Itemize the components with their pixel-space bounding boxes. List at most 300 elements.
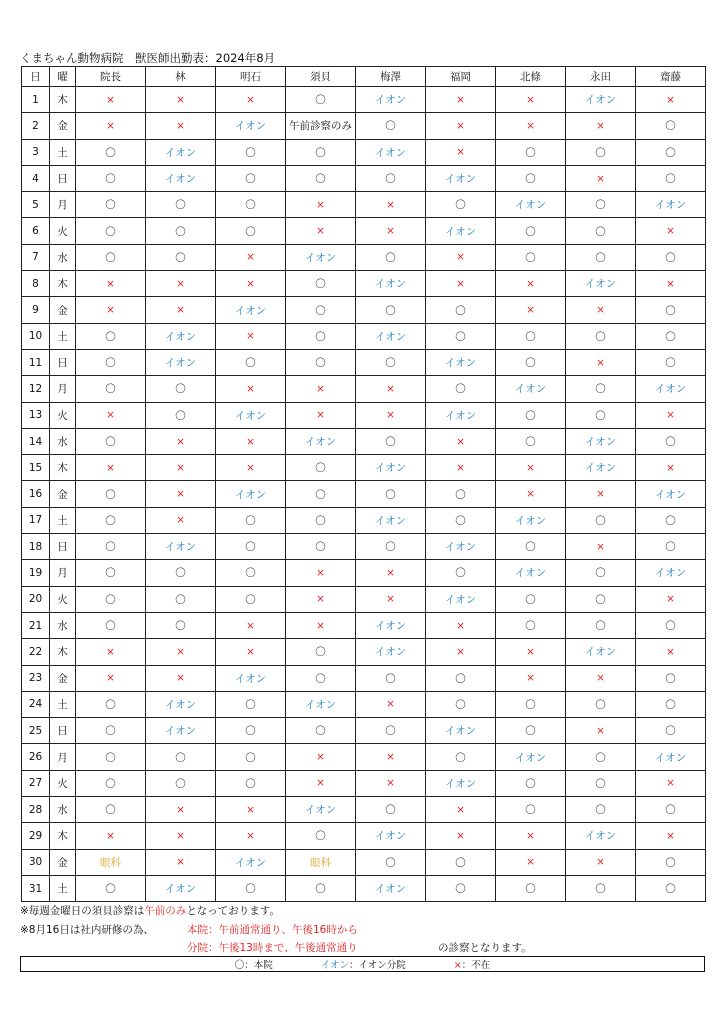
table-row <box>22 192 706 218</box>
schedule-cell: イオン <box>356 639 426 665</box>
schedule-cell: イオン <box>216 849 286 875</box>
day-cell: 18 <box>22 534 50 560</box>
schedule-cell: 〇 <box>76 560 146 586</box>
schedule-cell: 〇 <box>566 507 636 533</box>
schedule-cell: × <box>76 297 146 323</box>
weekday-cell: 土 <box>50 691 76 717</box>
weekday-cell: 日 <box>50 718 76 744</box>
schedule-cell: 〇 <box>636 718 706 744</box>
table-row <box>22 402 706 428</box>
schedule-cell: 〇 <box>216 875 286 901</box>
schedule-cell: 〇 <box>426 297 496 323</box>
schedule-cell: イオン <box>426 218 496 244</box>
header-row <box>22 67 706 87</box>
schedule-cell: イオン <box>566 823 636 849</box>
schedule-cell: 〇 <box>566 691 636 717</box>
schedule-cell: 〇 <box>76 376 146 402</box>
schedule-cell: 〇 <box>566 770 636 796</box>
schedule-cell: イオン <box>426 770 496 796</box>
schedule-cell: × <box>426 244 496 270</box>
schedule-cell: 〇 <box>146 244 216 270</box>
schedule-cell: イオン <box>356 507 426 533</box>
column-header: 曜 <box>50 67 76 87</box>
schedule-cell: 〇 <box>356 481 426 507</box>
table-row <box>22 349 706 375</box>
schedule-cell: × <box>356 376 426 402</box>
schedule-cell: 〇 <box>496 323 566 349</box>
schedule-cell: 〇 <box>286 165 356 191</box>
schedule-cell: 〇 <box>426 376 496 402</box>
schedule-cell: 〇 <box>76 586 146 612</box>
column-header: 明石 <box>216 67 286 87</box>
table-row <box>22 297 706 323</box>
schedule-cell: 〇 <box>566 560 636 586</box>
schedule-cell: × <box>76 665 146 691</box>
schedule-cell: 〇 <box>356 113 426 139</box>
schedule-cell: 〇 <box>496 244 566 270</box>
note-training-prefix: ※8月16日は社内研修の為、 <box>20 924 154 936</box>
schedule-cell: イオン <box>216 113 286 139</box>
schedule-cell: 〇 <box>286 875 356 901</box>
schedule-cell: × <box>356 402 426 428</box>
schedule-cell: 〇 <box>496 612 566 638</box>
schedule-cell: × <box>566 534 636 560</box>
schedule-cell: × <box>496 481 566 507</box>
day-cell: 22 <box>22 639 50 665</box>
schedule-cell: 〇 <box>76 244 146 270</box>
schedule-cell: 〇 <box>356 534 426 560</box>
weekday-cell: 木 <box>50 823 76 849</box>
schedule-cell: 〇 <box>426 744 496 770</box>
schedule-cell: × <box>76 113 146 139</box>
day-cell: 2 <box>22 113 50 139</box>
schedule-cell: 〇 <box>286 534 356 560</box>
schedule-cell: イオン <box>216 402 286 428</box>
schedule-cell: 〇 <box>286 823 356 849</box>
schedule-cell: イオン <box>636 744 706 770</box>
schedule-cell: 〇 <box>566 376 636 402</box>
schedule-cell: × <box>146 639 216 665</box>
schedule-cell: 眼科 <box>76 849 146 875</box>
schedule-cell: 〇 <box>566 797 636 823</box>
table-row <box>22 87 706 113</box>
schedule-cell: イオン <box>356 271 426 297</box>
schedule-cell: 〇 <box>76 534 146 560</box>
schedule-table <box>21 66 706 902</box>
table-row <box>22 165 706 191</box>
schedule-cell: 〇 <box>356 718 426 744</box>
day-cell: 28 <box>22 797 50 823</box>
schedule-cell: 〇 <box>566 586 636 612</box>
schedule-cell: 〇 <box>426 691 496 717</box>
day-cell: 3 <box>22 139 50 165</box>
schedule-cell: × <box>356 770 426 796</box>
schedule-cell: 〇 <box>426 849 496 875</box>
schedule-cell: × <box>216 87 286 113</box>
note-branch-suffix: の診察となります。 <box>438 942 532 954</box>
column-header: 福岡 <box>426 67 496 87</box>
schedule-cell: 〇 <box>356 665 426 691</box>
schedule-cell: イオン <box>426 349 496 375</box>
table-row <box>22 376 706 402</box>
day-cell: 7 <box>22 244 50 270</box>
schedule-cell: × <box>426 271 496 297</box>
schedule-cell: × <box>356 744 426 770</box>
day-cell: 4 <box>22 165 50 191</box>
schedule-cell: × <box>146 507 216 533</box>
schedule-cell: イオン <box>356 139 426 165</box>
weekday-cell: 火 <box>50 218 76 244</box>
schedule-cell: 〇 <box>146 560 216 586</box>
schedule-cell: 〇 <box>636 665 706 691</box>
schedule-cell: × <box>146 665 216 691</box>
table-row <box>22 770 706 796</box>
schedule-cell: 〇 <box>146 376 216 402</box>
schedule-cell: 〇 <box>146 192 216 218</box>
schedule-cell: × <box>286 402 356 428</box>
table-row <box>22 875 706 901</box>
schedule-cell: 〇 <box>426 323 496 349</box>
schedule-cell: 〇 <box>76 691 146 717</box>
schedule-cell: 〇 <box>76 507 146 533</box>
schedule-cell: 〇 <box>76 875 146 901</box>
schedule-cell: 〇 <box>496 718 566 744</box>
schedule-cell: × <box>426 639 496 665</box>
schedule-cell: × <box>426 612 496 638</box>
schedule-cell: 〇 <box>146 218 216 244</box>
schedule-cell: 〇 <box>216 349 286 375</box>
schedule-cell: × <box>426 428 496 454</box>
schedule-cell: × <box>356 192 426 218</box>
table-row <box>22 586 706 612</box>
schedule-cell: × <box>636 455 706 481</box>
table-row <box>22 612 706 638</box>
schedule-cell: 〇 <box>496 770 566 796</box>
schedule-cell: × <box>76 455 146 481</box>
schedule-cell: × <box>496 823 566 849</box>
schedule-cell: 眼科 <box>286 849 356 875</box>
weekday-cell: 月 <box>50 560 76 586</box>
schedule-cell: × <box>286 586 356 612</box>
schedule-cell: × <box>566 113 636 139</box>
schedule-cell: × <box>216 639 286 665</box>
note-friday-prefix: ※毎週金曜日の須貝診察は <box>20 905 145 917</box>
schedule-cell: イオン <box>356 875 426 901</box>
schedule-cell: イオン <box>216 481 286 507</box>
schedule-cell: 〇 <box>426 481 496 507</box>
schedule-cell: 〇 <box>76 770 146 796</box>
schedule-cell: イオン <box>636 481 706 507</box>
schedule-cell: 〇 <box>426 507 496 533</box>
schedule-cell: × <box>566 481 636 507</box>
schedule-cell: × <box>216 797 286 823</box>
weekday-cell: 木 <box>50 87 76 113</box>
schedule-cell: 〇 <box>636 165 706 191</box>
schedule-cell: 〇 <box>566 139 636 165</box>
schedule-cell: × <box>286 560 356 586</box>
schedule-cell: イオン <box>496 376 566 402</box>
schedule-cell: イオン <box>356 823 426 849</box>
schedule-cell: × <box>356 560 426 586</box>
schedule-cell: × <box>636 770 706 796</box>
weekday-cell: 水 <box>50 797 76 823</box>
schedule-cell: 〇 <box>286 665 356 691</box>
note-friday-suffix: となっております。 <box>186 905 280 917</box>
schedule-cell: イオン <box>146 349 216 375</box>
weekday-cell: 月 <box>50 744 76 770</box>
schedule-cell: イオン <box>496 744 566 770</box>
schedule-cell: 〇 <box>286 139 356 165</box>
weekday-cell: 金 <box>50 849 76 875</box>
schedule-cell: × <box>146 797 216 823</box>
weekday-cell: 火 <box>50 402 76 428</box>
schedule-cell: イオン <box>636 560 706 586</box>
schedule-cell: イオン <box>286 428 356 454</box>
schedule-cell: 〇 <box>566 244 636 270</box>
table-row <box>22 113 706 139</box>
schedule-cell: 〇 <box>146 586 216 612</box>
weekday-cell: 金 <box>50 113 76 139</box>
legend-absent-text: ：不在 <box>461 960 491 971</box>
table-row <box>22 323 706 349</box>
weekday-cell: 金 <box>50 297 76 323</box>
day-cell: 11 <box>22 349 50 375</box>
day-cell: 30 <box>22 849 50 875</box>
weekday-cell: 土 <box>50 875 76 901</box>
weekday-cell: 土 <box>50 507 76 533</box>
weekday-cell: 水 <box>50 612 76 638</box>
day-cell: 12 <box>22 376 50 402</box>
schedule-cell: 〇 <box>76 323 146 349</box>
schedule-cell: 〇 <box>216 718 286 744</box>
page-title: くまちゃん動物病院 獣医師出勤表：2024年8月 <box>20 51 276 65</box>
schedule-cell: 〇 <box>636 691 706 717</box>
schedule-cell: × <box>146 849 216 875</box>
weekday-cell: 日 <box>50 349 76 375</box>
schedule-cell: × <box>286 612 356 638</box>
weekday-cell: 木 <box>50 271 76 297</box>
column-header: 林 <box>146 67 216 87</box>
day-cell: 23 <box>22 665 50 691</box>
schedule-cell: 〇 <box>216 770 286 796</box>
schedule-cell: イオン <box>566 87 636 113</box>
table-row <box>22 507 706 533</box>
table-row <box>22 139 706 165</box>
note-friday-highlight: 午前のみ <box>144 905 187 917</box>
schedule-cell: イオン <box>356 87 426 113</box>
schedule-cell: 〇 <box>216 165 286 191</box>
schedule-cell: 〇 <box>356 297 426 323</box>
table-row <box>22 823 706 849</box>
schedule-cell: 〇 <box>76 744 146 770</box>
schedule-cell: 〇 <box>496 349 566 375</box>
schedule-cell: × <box>426 455 496 481</box>
legend <box>20 956 705 972</box>
schedule-cell: 〇 <box>636 797 706 823</box>
schedule-cell: イオン <box>356 612 426 638</box>
schedule-cell: イオン <box>146 875 216 901</box>
schedule-cell: × <box>146 87 216 113</box>
schedule-cell: × <box>496 297 566 323</box>
schedule-cell: 〇 <box>356 428 426 454</box>
weekday-cell: 金 <box>50 665 76 691</box>
schedule-cell: イオン <box>146 165 216 191</box>
schedule-cell: 〇 <box>286 297 356 323</box>
schedule-cell: 〇 <box>286 639 356 665</box>
day-cell: 29 <box>22 823 50 849</box>
schedule-cell: イオン <box>496 192 566 218</box>
day-cell: 5 <box>22 192 50 218</box>
schedule-cell: 〇 <box>636 349 706 375</box>
schedule-cell: × <box>216 244 286 270</box>
column-header: 須貝 <box>286 67 356 87</box>
column-header: 院長 <box>76 67 146 87</box>
schedule-cell: × <box>146 455 216 481</box>
schedule-cell: × <box>636 586 706 612</box>
weekday-cell: 日 <box>50 165 76 191</box>
schedule-cell: × <box>426 139 496 165</box>
weekday-cell: 木 <box>50 639 76 665</box>
schedule-cell: 〇 <box>76 612 146 638</box>
schedule-cell: 〇 <box>216 744 286 770</box>
schedule-cell: 〇 <box>146 770 216 796</box>
day-cell: 10 <box>22 323 50 349</box>
schedule-cell: × <box>496 665 566 691</box>
schedule-cell: 午前診察のみ <box>286 113 356 139</box>
schedule-cell: イオン <box>216 297 286 323</box>
schedule-cell: 〇 <box>636 139 706 165</box>
table-row <box>22 481 706 507</box>
schedule-cell: イオン <box>566 271 636 297</box>
schedule-cell: 〇 <box>636 113 706 139</box>
schedule-cell: 〇 <box>496 691 566 717</box>
weekday-cell: 土 <box>50 139 76 165</box>
schedule-cell: × <box>286 192 356 218</box>
schedule-cell: 〇 <box>286 271 356 297</box>
schedule-cell: イオン <box>216 665 286 691</box>
schedule-cell: × <box>636 639 706 665</box>
schedule-cell: 〇 <box>426 875 496 901</box>
schedule-cell: 〇 <box>496 139 566 165</box>
schedule-cell: 〇 <box>566 875 636 901</box>
schedule-cell: 〇 <box>286 87 356 113</box>
schedule-cell: × <box>216 455 286 481</box>
schedule-cell: イオン <box>356 455 426 481</box>
legend-ion <box>321 957 406 971</box>
schedule-cell: イオン <box>426 165 496 191</box>
schedule-cell: 〇 <box>496 218 566 244</box>
schedule-cell: 〇 <box>636 244 706 270</box>
day-cell: 6 <box>22 218 50 244</box>
schedule-cell: イオン <box>566 639 636 665</box>
schedule-cell: 〇 <box>76 428 146 454</box>
day-cell: 17 <box>22 507 50 533</box>
schedule-cell: 〇 <box>636 297 706 323</box>
day-cell: 31 <box>22 875 50 901</box>
schedule-cell: 〇 <box>426 560 496 586</box>
weekday-cell: 木 <box>50 455 76 481</box>
legend-honin-text: ：本院 <box>244 960 273 971</box>
schedule-cell: 〇 <box>496 586 566 612</box>
column-header: 梅澤 <box>356 67 426 87</box>
schedule-cell: × <box>356 691 426 717</box>
day-cell: 21 <box>22 612 50 638</box>
table-row <box>22 797 706 823</box>
schedule-cell: 〇 <box>76 192 146 218</box>
schedule-cell: イオン <box>426 718 496 744</box>
schedule-cell: × <box>146 481 216 507</box>
schedule-cell: 〇 <box>286 481 356 507</box>
table-row <box>22 271 706 297</box>
day-cell: 26 <box>22 744 50 770</box>
schedule-cell: × <box>216 271 286 297</box>
schedule-cell: × <box>566 665 636 691</box>
schedule-cell: イオン <box>566 428 636 454</box>
table-row <box>22 428 706 454</box>
table-row <box>22 639 706 665</box>
schedule-cell: 〇 <box>566 192 636 218</box>
schedule-cell: イオン <box>426 402 496 428</box>
schedule-cell: × <box>76 823 146 849</box>
schedule-cell: イオン <box>496 560 566 586</box>
schedule-cell: イオン <box>146 323 216 349</box>
schedule-cell: × <box>286 376 356 402</box>
schedule-cell: 〇 <box>76 481 146 507</box>
schedule-cell: イオン <box>566 455 636 481</box>
legend-ion-symbol: イオン <box>320 960 350 971</box>
schedule-cell: 〇 <box>356 849 426 875</box>
schedule-cell: × <box>566 718 636 744</box>
day-cell: 14 <box>22 428 50 454</box>
note-branch-hours: 分院：午後13時まで、午後通常通り <box>187 942 358 954</box>
schedule-cell: × <box>636 823 706 849</box>
schedule-cell: 〇 <box>76 797 146 823</box>
schedule-cell: イオン <box>146 139 216 165</box>
schedule-cell: イオン <box>426 534 496 560</box>
schedule-cell: × <box>636 218 706 244</box>
schedule-cell: × <box>76 402 146 428</box>
schedule-cell: イオン <box>286 797 356 823</box>
schedule-cell: 〇 <box>76 349 146 375</box>
schedule-cell: 〇 <box>566 323 636 349</box>
schedule-cell: × <box>146 428 216 454</box>
day-cell: 1 <box>22 87 50 113</box>
table-row <box>22 560 706 586</box>
schedule-cell: 〇 <box>216 534 286 560</box>
schedule-cell: × <box>566 165 636 191</box>
table-row <box>22 455 706 481</box>
schedule-cell: イオン <box>146 691 216 717</box>
legend-absent <box>454 957 490 971</box>
day-cell: 24 <box>22 691 50 717</box>
schedule-cell: × <box>566 849 636 875</box>
schedule-cell: × <box>636 87 706 113</box>
schedule-cell: 〇 <box>286 507 356 533</box>
schedule-cell: 〇 <box>496 402 566 428</box>
schedule-cell: × <box>76 639 146 665</box>
schedule-cell: 〇 <box>566 744 636 770</box>
schedule-cell: 〇 <box>566 612 636 638</box>
schedule-cell: × <box>566 349 636 375</box>
schedule-cell: イオン <box>146 534 216 560</box>
legend-honin-symbol: 〇 <box>234 960 245 971</box>
day-cell: 8 <box>22 271 50 297</box>
schedule-cell: イオン <box>496 507 566 533</box>
table-row <box>22 718 706 744</box>
schedule-cell: 〇 <box>496 165 566 191</box>
schedule-cell: × <box>356 218 426 244</box>
schedule-cell: 〇 <box>216 691 286 717</box>
